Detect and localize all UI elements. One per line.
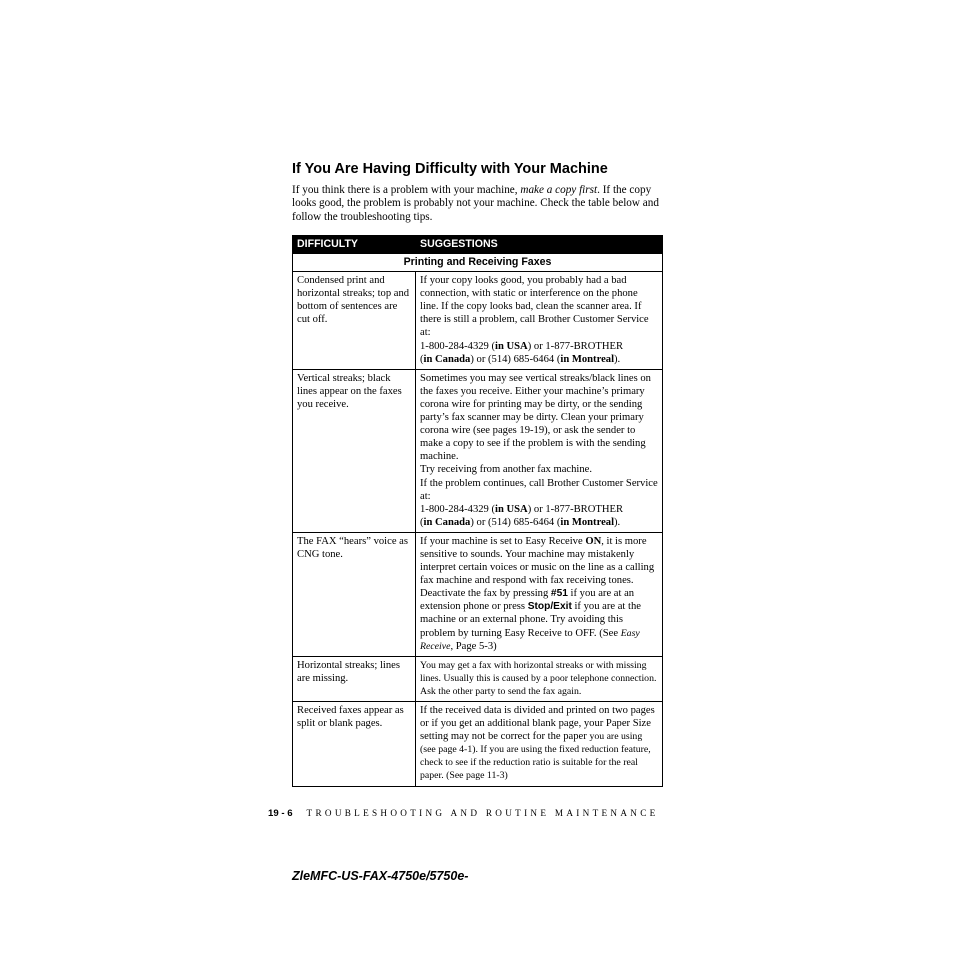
phone-text: ( <box>420 353 424 365</box>
intro-text-2: . If the copy looks good, the problem is probably not your machine. Check the table below and follow the troubleshooting tips. <box>292 184 659 223</box>
usa-label: in USA <box>495 340 528 352</box>
on-label: ON <box>585 535 602 547</box>
suggestion-text: If the problem continues, call Brother Customer Service at: <box>420 477 658 502</box>
table-row <box>293 702 663 787</box>
intro-text-1: If you think there is a problem with your machine, <box>292 184 521 196</box>
intro-paragraph <box>292 184 664 224</box>
key-code-51: #51 <box>550 588 568 600</box>
table-row <box>293 532 663 656</box>
phone-text: 1-800-284-4329 ( <box>420 340 496 352</box>
canada-label: in Canada <box>423 353 471 365</box>
intro-emphasis: make a copy first <box>520 184 598 196</box>
phone-text: 1-800-284-4329 ( <box>420 503 496 515</box>
phone-text: ) or (514) 685-6464 ( <box>470 353 561 365</box>
page-footer <box>268 808 662 819</box>
table-row <box>293 656 663 701</box>
difficulty-cell: Horizontal streaks; lines are missing. <box>293 656 416 701</box>
phone-text: ). <box>614 516 621 528</box>
montreal-label: in Montreal <box>560 516 615 528</box>
phone-text: ) or 1-877-BROTHER <box>527 340 624 352</box>
model-identifier: ZleMFC-US-FAX-4750e/5750e- <box>292 869 469 883</box>
suggestion-cell: You may get a fax with horizontal streaks or with missing lines. Usually this is caused by a poor telephone connection. Ask the other party to send the fax again. <box>416 656 663 701</box>
suggestion-cell <box>416 369 663 532</box>
canada-label: in Canada <box>423 516 471 528</box>
phone-text: ) or (514) 685-6464 ( <box>470 516 561 528</box>
page-number: 19 - 6 <box>268 808 293 819</box>
suggestion-text: you are using (see page 4-1). If you are using the fixed reduction feature, check to see if the reduction ratio is suitable for the real paper. (See page 11-3) <box>420 731 651 782</box>
table-row <box>293 272 663 370</box>
table-row <box>293 369 663 532</box>
montreal-label: in Montreal <box>560 353 615 365</box>
suggestion-text: Sometimes you may see vertical streaks/black lines on the faxes you receive. Either your machine’s primary corona wire for printing may be dirty, or the sending party’s fax scanner may be dirty. Clean your primary corona wire (see pages 19-19), or ask the sender to make a copy to see if the problem is with the sending machine. <box>420 372 651 463</box>
troubleshooting-table <box>292 235 663 787</box>
suggestion-cell <box>416 702 663 787</box>
page-heading: If You Are Having Difficulty with Your Machine <box>292 161 608 177</box>
phone-text: ( <box>420 516 424 528</box>
suggestion-text: , Page 5-3) <box>450 640 497 652</box>
easy-receive-reference: Easy Receive <box>420 627 640 652</box>
suggestion-text: Try receiving from another fax machine. <box>420 464 592 476</box>
suggestion-text: , it is more sensitive to sounds. Your machine may mistakenly interpret certain voices or music on the line as a calling fax machine and respond with fax receiving tones. Deactivate the fax by pressing <box>420 535 655 600</box>
section-title: Printing and Receiving Faxes <box>293 254 663 272</box>
column-header-suggestions: SUGGESTIONS <box>416 236 663 254</box>
suggestion-text: if you are at the machine or an external phone. Try avoiding this problem by turning Easy Receive to OFF. (See <box>420 601 641 639</box>
chapter-title: TROUBLESHOOTING AND ROUTINE MAINTENANCE <box>306 808 659 818</box>
column-header-difficulty: DIFFICULTY <box>293 236 416 254</box>
phone-text: ). <box>614 353 621 365</box>
difficulty-cell: Condensed print and horizontal streaks; top and bottom of sentences are cut off. <box>293 272 416 370</box>
suggestion-text: if you are at an extension phone or press <box>420 588 635 613</box>
suggestion-cell <box>416 532 663 656</box>
suggestion-text: If your copy looks good, you probably had a bad connection, with static or interference on the phone line. If the copy looks bad, clean the scanner area. If there is still a problem, call Brother Customer Service at: <box>420 275 649 339</box>
usa-label: in USA <box>495 503 528 515</box>
section-row <box>293 254 663 272</box>
difficulty-cell: Received faxes appear as split or blank pages. <box>293 702 416 787</box>
difficulty-cell: Vertical streaks; black lines appear on the faxes you receive. <box>293 369 416 532</box>
suggestion-text: If your machine is set to Easy Receive <box>420 535 586 547</box>
difficulty-cell: The FAX “hears” voice as CNG tone. <box>293 532 416 656</box>
suggestion-text: If the received data is divided and printed on two pages or if you get an additional blank page, your Paper Size setting may not be correct for the paper <box>420 705 655 743</box>
key-stop-exit: Stop/Exit <box>527 601 572 613</box>
phone-text: ) or 1-877-BROTHER <box>527 503 624 515</box>
suggestion-cell <box>416 272 663 370</box>
table-header-row <box>293 236 663 254</box>
